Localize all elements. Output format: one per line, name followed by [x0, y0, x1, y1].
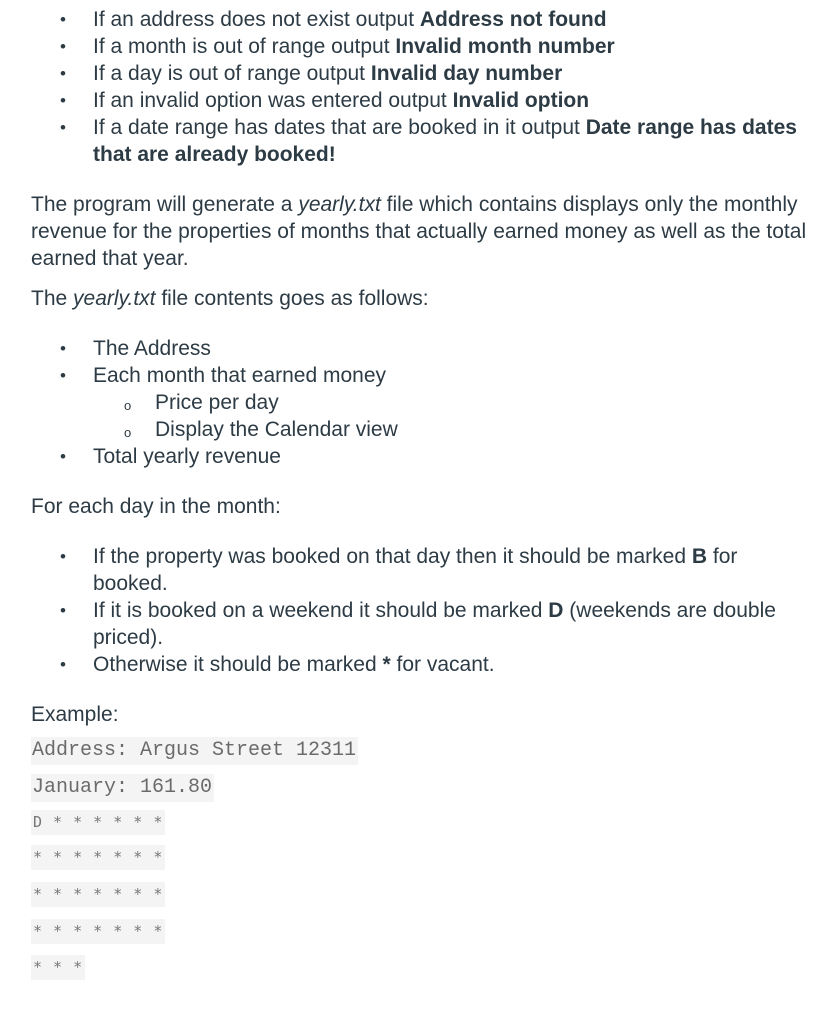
marker: B [691, 545, 708, 568]
sub-list-item: o Display the Calendar view [31, 416, 817, 443]
list-item: • Total yearly revenue [31, 443, 817, 470]
list-item: • If it is booked on a weekend it should be marked D (weekends are double priced). [31, 597, 817, 651]
example-month-line: January: 161.80 [31, 774, 214, 802]
error-message: Invalid day number [370, 62, 563, 85]
file-name: yearly.txt [298, 193, 381, 216]
example-label: Example: [31, 703, 119, 726]
list-item: • If an invalid option was entered output Invalid option [31, 87, 817, 114]
month-details-list [93, 389, 817, 443]
calendar-row: * * * [31, 955, 85, 980]
marker: * [382, 653, 391, 676]
calendar-row: * * * * * * * [31, 919, 165, 944]
list-item: • If a date range has dates that are booked in it output Date range has dates that are already booked! [31, 114, 817, 168]
file-contents-list [31, 335, 817, 470]
error-message: Date range has dates that are already booked! [93, 116, 797, 166]
example-output [31, 737, 817, 980]
list-item: • The Address [31, 335, 817, 362]
file-name: yearly.txt [73, 287, 156, 310]
calendar-row: * * * * * * * [31, 882, 165, 907]
list-item: • If an address does not exist output Address not found [31, 6, 817, 33]
each-day-heading: For each day in the month: [31, 495, 281, 518]
yearly-file-description: The program will generate a yearly.txt file which contains displays only the monthly revenue for the properties of months that actually earned money as well as the total earned that year. [31, 193, 807, 270]
error-messages-list [31, 6, 817, 168]
document-body [31, 6, 817, 980]
list-item: • If the property was booked on that day then it should be marked B for booked. [31, 543, 817, 597]
file-contents-intro: The yearly.txt file contents goes as follows: [31, 287, 429, 310]
list-item: • Otherwise it should be marked * for vacant. [31, 651, 817, 678]
list-item: • If a day is out of range output Invalid day number [31, 60, 817, 87]
list-item: • Each month that earned money o Price per day o Display the Calendar view [31, 362, 817, 443]
example-address-line: Address: Argus Street 12311 [31, 737, 358, 765]
error-message: Invalid option [452, 89, 590, 112]
day-marking-rules-list [31, 543, 817, 678]
calendar-row: * * * * * * * [31, 845, 165, 870]
list-item: • If a month is out of range output Invalid month number [31, 33, 817, 60]
error-message: Address not found [419, 8, 607, 31]
sub-list-item: o Price per day [31, 389, 817, 416]
calendar-row: D * * * * * * [31, 810, 165, 835]
error-message: Invalid month number [395, 35, 615, 58]
marker: D [548, 599, 564, 622]
